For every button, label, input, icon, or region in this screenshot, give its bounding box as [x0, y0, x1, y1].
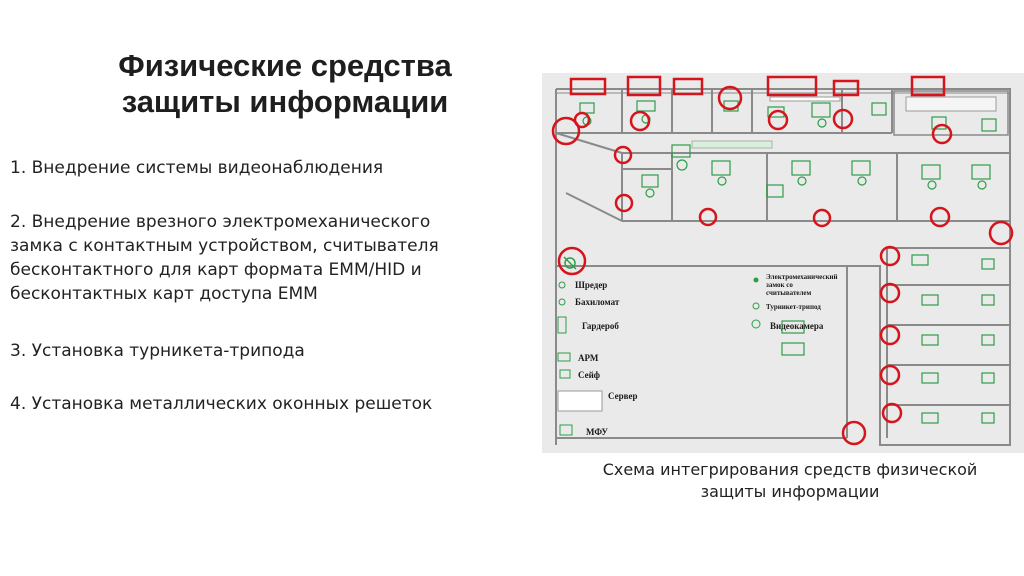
lock-marker [616, 195, 632, 211]
slide-title-line-2: защиты информации [121, 84, 449, 119]
floor-plan-svg [542, 73, 1024, 453]
electromechanical-lock-legend-icon [754, 278, 759, 283]
lock-marker [631, 112, 649, 130]
list-item-lock-line-2: замка с контактным устройством, считывателя [10, 236, 439, 256]
list-item-lock-line-1: 2. Внедрение врезного электромеханического [10, 212, 431, 232]
list-item-lock-line-3: бесконтактного для карт формата EMM/HID и [10, 260, 422, 280]
lock-marker [814, 210, 830, 226]
legend-safe: Сейф [578, 370, 601, 380]
diagram-caption [580, 459, 1000, 503]
legend-lock-line-1: Электромеханический [766, 273, 838, 281]
legend-turnstile: Турникет-трипод [766, 303, 821, 311]
slide-title [70, 48, 500, 120]
lock-marker [575, 113, 589, 127]
wardrobe-legend-icon [558, 317, 566, 333]
list-item-window-grilles: 4. Установка металлических оконных решеток [10, 394, 433, 414]
legend-server: Сервер [608, 391, 638, 401]
camera-marker [990, 222, 1012, 244]
lock-marker [881, 247, 899, 265]
workstation-legend-icon [558, 353, 570, 361]
window-grille-marker [628, 77, 660, 95]
lock-marker [883, 404, 901, 422]
window-grille-marker [768, 77, 816, 95]
legend-workstation: АРМ [578, 353, 599, 363]
camera-marker [719, 87, 741, 109]
legend-mfp: МФУ [586, 427, 609, 437]
list-item-turnstile: 3. Установка турникета-трипода [10, 341, 305, 361]
list-item-lock-line-4: бесконтактных карт доступа EMM [10, 284, 318, 304]
legend-camera: Видеокамера [770, 321, 824, 331]
floor-plan-diagram [542, 73, 1024, 453]
window-grille-marker [912, 77, 944, 95]
lock-marker [933, 125, 951, 143]
list-item-video-surveillance: 1. Внедрение системы видеонаблюдения [10, 158, 384, 178]
workstations [580, 101, 996, 423]
lock-marker [881, 326, 899, 344]
legend-lock-line-3: считывателем [766, 289, 812, 297]
legend-shoe-cover-dispenser: Бахиломат [575, 297, 620, 307]
lock-marker [881, 366, 899, 384]
caption-line-2: защиты информации [700, 482, 880, 501]
window-grille-marker [571, 79, 605, 94]
window-grille-markers [571, 77, 944, 95]
mfp-legend-icon [560, 425, 572, 435]
legend-right [752, 273, 838, 331]
server-legend-icon [558, 391, 602, 411]
legend-shredder: Шредер [575, 280, 608, 290]
shredder-legend-icon [559, 282, 565, 288]
lock-marker [931, 208, 949, 226]
legend-wardrobe: Гардероб [582, 321, 619, 331]
lock-marker [881, 284, 899, 302]
turnstile-icon [564, 257, 576, 269]
shoe-cover-dispenser-legend-icon [559, 299, 565, 305]
turnstile-legend-icon [753, 303, 759, 309]
caption-line-1: Схема интегрирования средств физической [602, 460, 978, 479]
lock-marker [700, 209, 716, 225]
camera-legend-icon [752, 320, 760, 328]
window-grille-marker [674, 79, 702, 94]
lock-marker [769, 111, 787, 129]
safe-legend-icon [560, 370, 570, 378]
slide-title-line-1: Физические средства [118, 48, 452, 83]
legend-left [558, 280, 637, 437]
camera-marker [559, 248, 585, 274]
legend-lock-line-2: замок со [766, 281, 793, 289]
